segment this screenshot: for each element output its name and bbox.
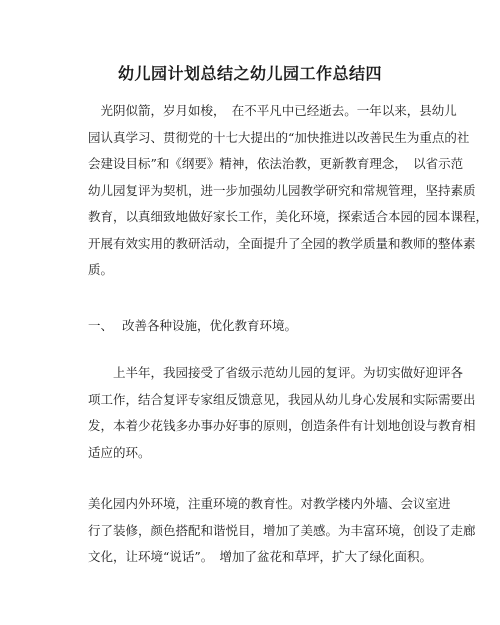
section-heading <box>88 313 297 340</box>
paragraph-line: 项工作，结合复评专家组反馈意见，我园从幼儿身心发展和实际需要出 <box>88 391 476 407</box>
paragraph-line: 教育，以真细致地做好家长工作，美化环境，探索适合本园的园本课程， <box>88 209 489 224</box>
paragraph-environment <box>88 491 476 571</box>
section-heading-text: 改善各种设施，优化教育环境。 <box>122 318 298 333</box>
paragraph-line: 文化，让环境“说话”。 增加了盆花和草坪，扩大了绿化面积。 <box>88 549 433 564</box>
paragraph-line: 质。 <box>88 262 114 277</box>
paragraph-line: 美化园内外环境，注重环境的教育性。对教学楼内外墙、会议室进 <box>88 496 451 511</box>
paragraph-line: 幼儿园复评为契机，进一步加强幼儿园教学研究和常规管理，坚持素质 <box>88 182 476 198</box>
paragraph-line: 行了装修，颜色搭配和谐悦目，增加了美感。为丰富环境，创设了走廊 <box>88 522 476 538</box>
paragraph-line: 园认真学习、贯彻党的十七大提出的“加快推进以改善民生为重点的社 <box>88 129 470 145</box>
paragraph-intro <box>88 98 489 284</box>
document-title: 幼儿园计划总结之幼儿园工作总结四 <box>117 64 382 83</box>
paragraph-review <box>88 360 476 466</box>
paragraph-line: 开展有效实用的教研活动，全面提升了全园的教学质量和教师的整体素 <box>88 235 476 251</box>
section-number: 一、 <box>88 318 114 333</box>
paragraph-line: 发，本着少花钱多办事办好事的原则，创造条件有计划地创设与教育相 <box>88 418 476 433</box>
paragraph-line: 适应的环。 <box>88 444 151 460</box>
paragraph-line: 会建设目标”和《纲要》精神，依法治教，更新教育理念， 以省示范 <box>88 156 464 171</box>
paragraph-line: 光阴似箭，岁月如梭， 在不平凡中已经逝去。一年以来，县幼儿 <box>88 103 457 118</box>
paragraph-line: 上半年，我园接受了省级示范幼儿园的复评。为切实做好迎评各 <box>88 365 464 380</box>
